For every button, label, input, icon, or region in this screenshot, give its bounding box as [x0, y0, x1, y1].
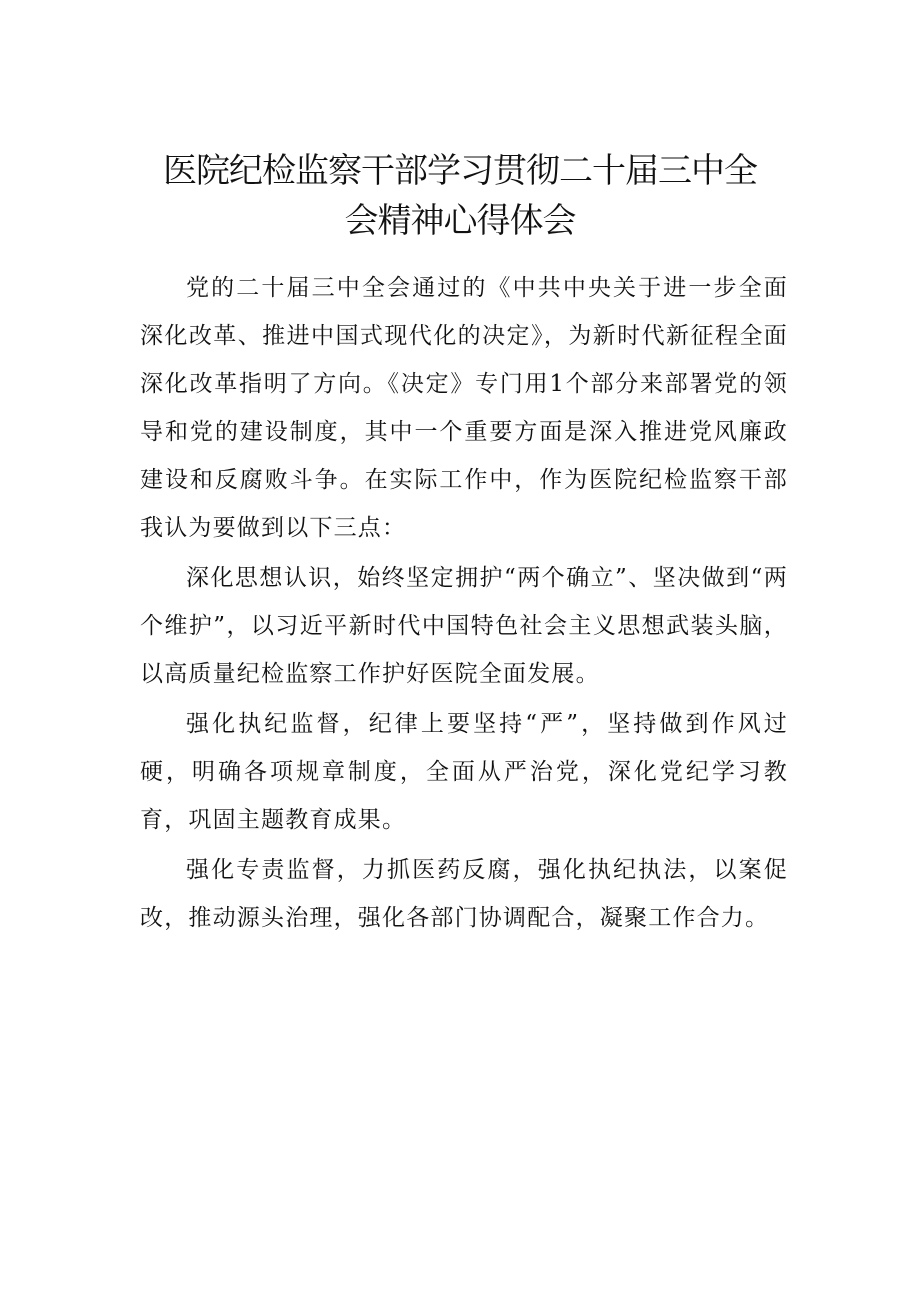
paragraph-point-2: 强化执纪监督，纪律上要坚持“严”，坚持做到作风过硬，明确各项规章制度，全面从严治党，深化党纪学习教育，巩固主题教育成果。 [140, 711, 788, 833]
paragraph-point-1: 深化思想认识，始终坚定拥护“两个确立”、坚决做到“两个维护”，以习近平新时代中国特色社会主义思想武装头脑，以高质量纪检监察工作护好医院全面发展。 [140, 565, 788, 687]
document-body [140, 264, 788, 944]
title-line-2: 会精神心得体会 [344, 201, 576, 241]
title-line-1: 医院纪检监察干部学习贯彻二十届三中全 [163, 151, 757, 191]
paragraph-intro: 党的二十届三中全会通过的《中共中央关于进一步全面深化改革、推进中国式现代化的决定》，为新时代新征程全面深化改革指明了方向。《决定》专门用1个部分来部署党的领导和党的建设制度，其中一个重要方面是深入推进党风廉政建设和反腐败斗争。在实际工作中，作为医院纪检监察干部我认为要做到以下三点： [140, 275, 788, 541]
paragraph-point-3: 强化专责监督，力抓医药反腐，强化执纪执法，以案促改，推动源头治理，强化各部门协调配合，凝聚工作合力。 [140, 857, 788, 931]
document-title [100, 146, 820, 246]
